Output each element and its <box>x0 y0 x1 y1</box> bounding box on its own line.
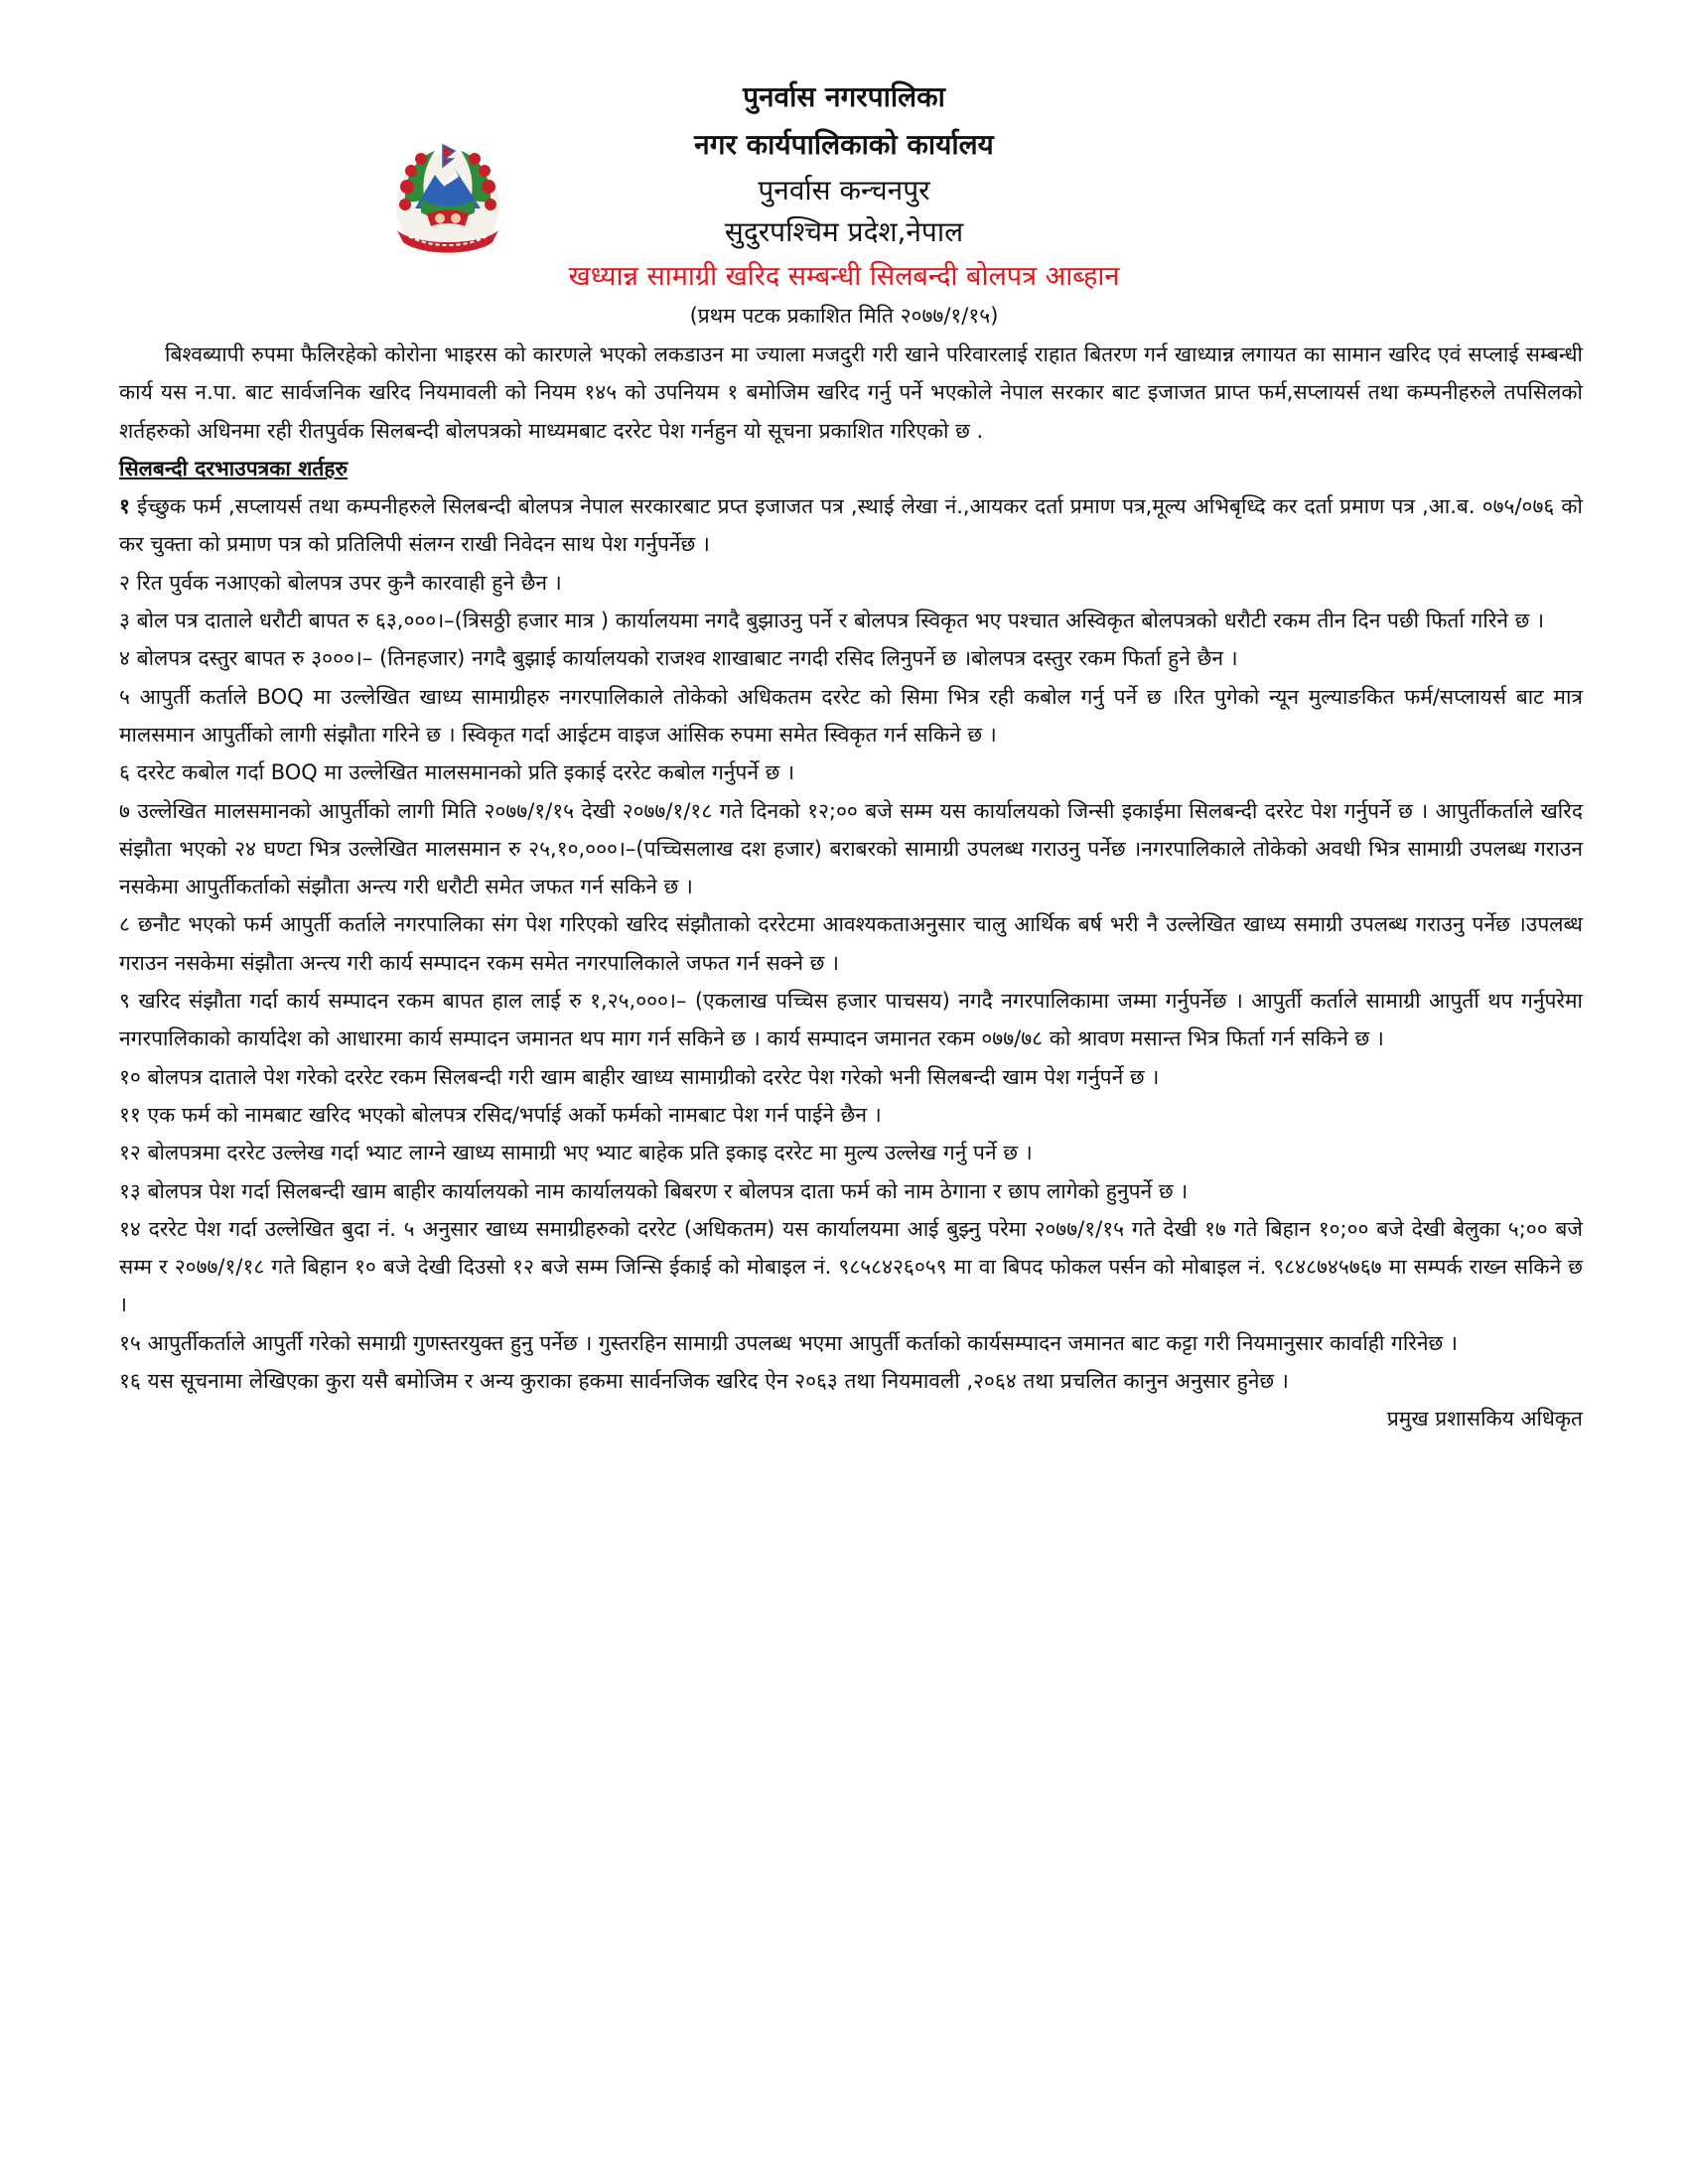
term-number: १५ <box>119 1330 141 1355</box>
term-number: १२ <box>119 1141 141 1165</box>
term-text: आपुर्तीकर्ताले आपुर्ती गरेको समाग्री गुणस्तरयुक्त हुनु पर्नेछ । गुस्तरहिन सामाग्री उपलब्ध भएमा आपुर्ती कर्ताको कार्यसम्पादन जमानत बाट कट्टा गरी नियमानुसार कार्वाही गरिनेछ । <box>140 1330 1458 1355</box>
term-text: बोल पत्र दाताले धरौटी बापत रु ६३,०००।–(त्रिसठ्ठी हजार मात्र ) कार्यालयमा नगदै बुझाउनु पर्ने र बोलपत्र स्विकृत भए पश्चात अस्विकृत बोलपत्रको धरौटी रकम तीन दिन पछी फिर्ता गरिने छ । <box>129 609 1545 633</box>
term-item <box>119 564 1583 602</box>
term-item <box>119 639 1583 677</box>
municipality-name: पुनर्वास नगरपालिका <box>743 80 945 113</box>
term-text: बोलपत्र दाताले पेश गरेको दररेट रकम सिलबन्दी गरी खाम बाहीर खाध्य सामाग्रीको दररेट पेश गरेको भनी सिलबन्दी खाम पेश गर्नुपर्ने छ । <box>140 1064 1160 1089</box>
term-text: आपुर्ती कर्ताले BOQ मा उल्लेखित खाध्य सामाग्रीहरु नगरपालिकाले तोकेको अधिकतम दररेट को सिमा भित्र रही कबोल गर्नु पर्ने छ ।रित पुगेको न्यून मुल्याङकित फर्म/सप्लायर्स बाट मात्र मालसमान आपुर्तीको लागी संझौता गरिने छ । स्विकृत गर्दा आईटम वाइज आंसिक रुपमा समेत स्विकृत गर्न सकिने छ । <box>119 684 1583 747</box>
term-number: ३ <box>119 609 130 633</box>
term-number: ४ <box>119 646 130 671</box>
term-item <box>119 1210 1583 1324</box>
term-text: छनौट भएको फर्म आपुर्ती कर्ताले नगरपालिका संग पेश गरिएको खरिद संझौताको दररेटमा आवश्यकताअनुसार चालु आर्थिक बर्ष भरी नै उल्लेखित खाध्य समाग्री उपलब्ध गराउनु पर्नेछ ।उपलब्ध गराउन नसकेमा संझौता अन्त्य गरी कार्य सम्पादन रकम समेत नगरपालिकाले जफत गर्न सक्ने छ । <box>119 912 1583 975</box>
term-number: १३ <box>119 1178 141 1203</box>
term-text: दररेट कबोल गर्दा BOQ मा उल्लेखित मालसमानको प्रति इकाई दररेट कबोल गर्नुपर्ने छ । <box>129 760 795 785</box>
term-number: ७ <box>119 798 130 823</box>
term-number: १४ <box>119 1216 141 1241</box>
term-text: बोलपत्र पेश गर्दा सिलबन्दी खाम बाहीर कार्यालयको नाम कार्यालयको बिबरण र बोलपत्र दाता फर्म को नाम ठेगाना र छाप लागेको हुनुपर्ने छ । <box>140 1178 1189 1203</box>
office-location: पुनर्वास कन्चनपुर <box>758 174 930 206</box>
term-text: बोलपत्रमा दररेट उल्लेख गर्दा भ्याट लाग्ने खाध्य सामाग्री भए भ्याट बाहेक प्रति इकाइ दररेट मा मुल्य उल्लेख गर्नु पर्ने छ । <box>140 1141 1033 1165</box>
term-item <box>119 905 1583 982</box>
term-item <box>119 792 1583 906</box>
term-item <box>119 1362 1583 1400</box>
term-item <box>119 753 1583 791</box>
term-number: ११ <box>119 1102 141 1127</box>
office-name: नगर कार्यपालिकाको कार्यालय <box>694 128 994 161</box>
term-item <box>119 487 1583 564</box>
term-number: ५ <box>119 684 130 709</box>
term-item <box>119 1134 1583 1171</box>
term-number: ६ <box>119 760 130 785</box>
term-text: उल्लेखित मालसमानको आपुर्तीको लागी मिति २०७७/१/१५ देखी २०७७/१/१८ गते दिनको १२;०० बजे सम्म यस कार्यालयको जिन्सी इकाईमा सिलबन्दी दररेट पेश गर्नुपर्ने छ । आपुर्तीकर्ताले खरिद संझौता भएको २४ घण्टा भित्र उल्लेखित मालसमान रु २५,१०,०००।–(पच्चिसलाख दश हजार) बराबरको सामाग्री उपलब्ध गराउनु पर्नेछ ।नगरपालिकाले तोकेको अवधी भित्र सामाग्री उपलब्ध गराउन नसकेमा आपुर्तीकर्ताको संझौता अन्त्य गरी धरौटी समेत जफत गर्न सकिने छ । <box>119 798 1583 899</box>
notice-title: खध्यान्न सामाग्री खरिद सम्बन्धी सिलबन्दी बोलपत्र आब्हान <box>568 261 1120 292</box>
term-number: २ <box>119 570 130 595</box>
term-item <box>119 1096 1583 1134</box>
term-number: ८ <box>119 912 130 937</box>
term-number: १० <box>119 1064 141 1089</box>
term-item <box>119 1324 1583 1362</box>
term-text: रित पुर्वक नआएको बोलपत्र उपर कुनै कारवाही हुने छैन । <box>129 570 562 595</box>
intro-paragraph: बिश्वब्यापी रुपमा फैलिरहेको कोरोना भाइरस को कारणले भएको लकडाउन मा ज्याला मजदुरी गरी खाने परिवारलाई राहात बितरण गर्न खाध्यान्न लगायत का सामान खरिद एवं सप्लाई सम्बन्धी कार्य यस न.पा. बाट सार्वजनिक खरिद नियमावली को नियम १४५ को उपनियम १ बमोजिम खरिद गर्नु पर्ने भएकोले नेपाल सरकार बाट इजाजत प्राप्त फर्म,सप्लायर्स तथा कम्पनीहरुले तपसिलको शर्तहरुको अधिनमा रही रीतपुर्वक सिलबन्दी बोलपत्रको माध्यमबाट दररेट पेश गर्नहुन यो सूचना प्रकाशित गरिएको छ . <box>119 342 1583 443</box>
term-item <box>119 602 1583 639</box>
term-text: एक फर्म को नामबाट खरिद भएको बोलपत्र रसिद/भर्पाई अर्को फर्मको नामबाट पेश गर्न पाईने छैन । <box>140 1102 882 1127</box>
term-item <box>119 1172 1583 1210</box>
notice-body <box>119 336 1583 1438</box>
term-item <box>119 982 1583 1058</box>
term-item <box>119 1058 1583 1096</box>
term-text: दररेट पेश गर्दा उल्लेखित बुदा नं. ५ अनुसार खाध्य समाग्रीहरुको दररेट (अधिकतम) यस कार्यालयमा आई बुझ्नु परेमा २०७७/१/१५ गते देखी १७ गते बिहान १०;०० बजे देखी बेलुका ५;०० बजे सम्म र २०७७/१/१८ गते बिहान १० बजे देखी दिउसो १२ बजे सम्म जिन्सि ईकाई को मोबाइल नं. ९८५८४२६०५९ मा वा बिपद फोकल पर्सन को मोबाइल नं. ९८४८७४५७६७ मा सम्पर्क राख्न सकिने छ । <box>119 1216 1583 1317</box>
province-name: सुदुरपश्चिम प्रदेश,नेपाल <box>724 215 964 248</box>
terms-heading: सिलबन्दी दरभाउपत्रका शर्तहरु <box>119 456 349 480</box>
term-text: बोलपत्र दस्तुर बापत रु ३०००।– (तिनहजार) नगदै बुझाई कार्यालयको राजश्व शाखाबाट नगदी रसिद लिनुपर्ने छ ।बोलपत्र दस्तुर रकम फिर्ता हुने छैन । <box>129 646 1238 671</box>
term-text: यस सूचनामा लेखिएका कुरा यसै बमोजिम र अन्य कुराका हकमा सार्वनजिक खरिद ऐन २०६३ तथा नियमावली ,२०६४ तथा प्रचलित कानुन अनुसार हुनेछ । <box>140 1369 1289 1394</box>
signature-title: प्रमुख प्रशासकिय अधिकृत <box>1386 1407 1583 1432</box>
term-text: ईच्छुक फर्म ,सप्लायर्स तथा कम्पनीहरुले सिलबन्दी बोलपत्र नेपाल सरकारबाट प्रप्त इजाजत पत्र ,स्थाई लेखा नं.,आयकर दर्ता प्रमाण पत्र,मूल्य अभिबृध्दि कर दर्ता प्रमाण पत्र ,आ.ब. ०७५/०७६ को कर चुक्ता को प्रमाण पत्र को प्रतिलिपी संलग्न राखी निवेदन साथ पेश गर्नुपर्नेछ । <box>119 494 1583 557</box>
term-number: १६ <box>119 1369 141 1394</box>
term-item <box>119 678 1583 754</box>
term-number: १ <box>119 494 130 519</box>
published-date: (प्रथम पटक प्रकाशित मिति २०७७/१/१५) <box>689 304 999 328</box>
term-number: ९ <box>119 989 130 1014</box>
term-text: खरिद संझौता गर्दा कार्य सम्पादन रकम बापत हाल लाई रु १,२५,०००।– (एकलाख पच्चिस हजार पाचसय) नगदै नगरपालिकामा जम्मा गर्नुपर्नेछ । आपुर्ती कर्ताले सामाग्री आपुर्ती थप गर्नुपरेमा नगरपालिकाको कार्यादेश को आधारमा कार्य सम्पादन जमानत थप माग गर्न सकिने छ । कार्य सम्पादन जमानत रकम ०७७/७८ को श्रावण मसान्त भित्र फिर्ता गर्न सकिने छ । <box>119 989 1583 1051</box>
